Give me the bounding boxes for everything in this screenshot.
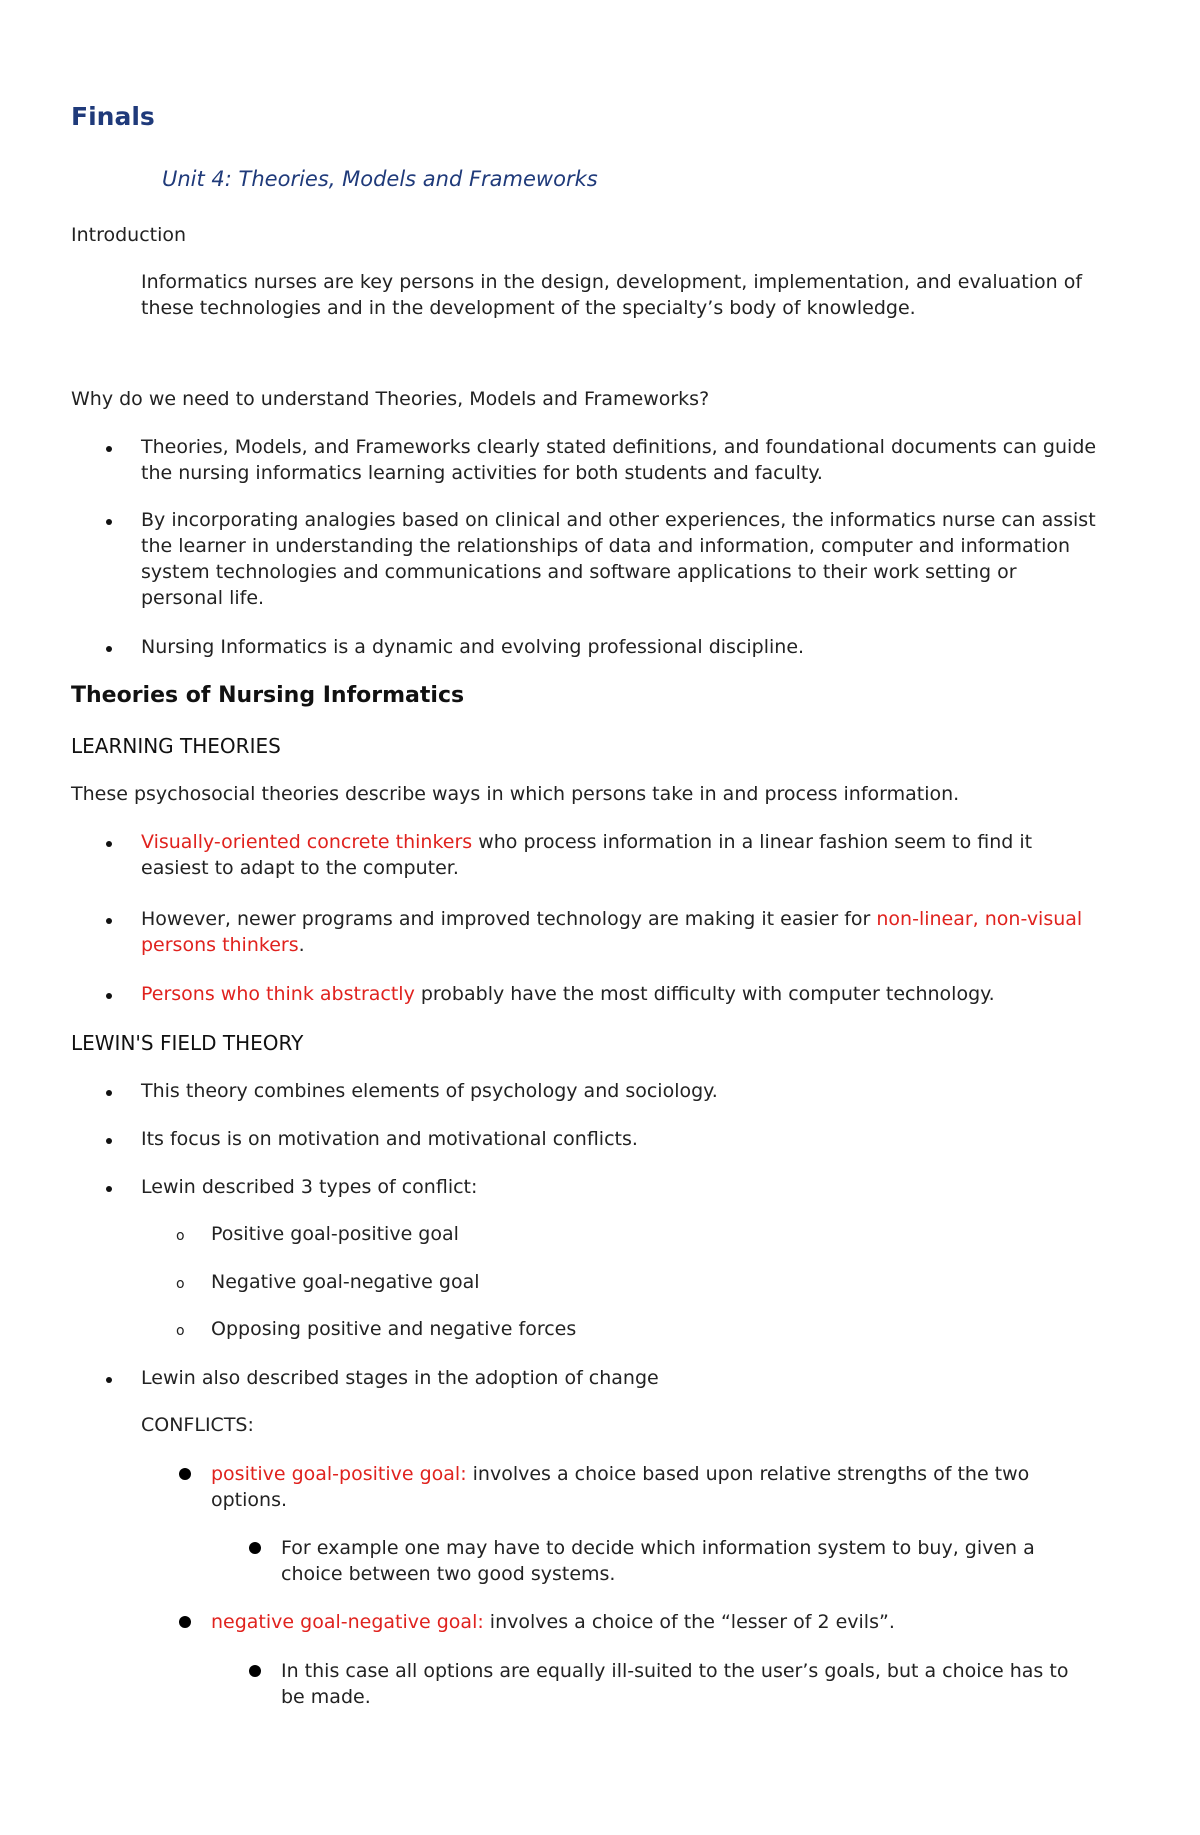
- circle-bullet-icon: o: [176, 1228, 185, 1244]
- conflict-type-2: Negative goal-negative goal: [211, 1271, 480, 1293]
- conflict-2-example-line-2: be made.: [281, 1686, 371, 1708]
- conflict-type-3: Opposing positive and negative forces: [211, 1318, 577, 1340]
- page-title: Finals: [71, 102, 155, 131]
- lewin-item-3: Lewin described 3 types of conflict:: [141, 1176, 478, 1198]
- why-item-1-line-1: Theories, Models, and Frameworks clearly stated definitions, and foundational documents can guide: [141, 436, 1097, 458]
- conflict-1-example-line-1: For example one may have to decide which information system to buy, given a: [281, 1537, 1035, 1559]
- conflict-type-1: Positive goal-positive goal: [211, 1223, 459, 1245]
- conflict-2-example-line-1: In this case all options are equally ill-suited to the user’s goals, but a choice has to: [281, 1660, 1069, 1682]
- circle-bullet-icon: o: [176, 1323, 185, 1339]
- conflicts-label: CONFLICTS:: [141, 1414, 254, 1436]
- highlight-text: Persons who think abstractly: [141, 983, 415, 1005]
- highlight-text: positive goal-positive goal:: [211, 1463, 467, 1485]
- why-item-2-line-4: personal life.: [141, 587, 265, 609]
- learning-theories-heading: LEARNING THEORIES: [71, 734, 281, 758]
- intro-line-1: Informatics nurses are key persons in the design, development, implementation, and evaluation of: [141, 271, 1083, 293]
- bullet-icon: [106, 1090, 112, 1096]
- highlight-text: negative goal-negative goal:: [211, 1611, 484, 1633]
- bullet-icon: [106, 1138, 112, 1144]
- learning-item-3: Persons who think abstractly probably have the most difficulty with computer technology.: [141, 983, 995, 1005]
- learning-theories-intro: These psychosocial theories describe ways in which persons take in and process information.: [71, 783, 960, 805]
- why-item-2-line-1: By incorporating analogies based on clinical and other experiences, the informatics nurse can assist: [141, 509, 1096, 531]
- bullet-icon: [179, 1468, 191, 1480]
- why-item-2-line-2: the learner in understanding the relationships of data and information, computer and information: [141, 535, 1071, 557]
- lewin-item-2: Its focus is on motivation and motivational conflicts.: [141, 1128, 638, 1150]
- highlight-text: Visually-oriented concrete thinkers: [141, 831, 473, 853]
- lewin-heading: LEWIN'S FIELD THEORY: [71, 1031, 304, 1055]
- learning-item-1-line-2: easiest to adapt to the computer.: [141, 857, 459, 879]
- why-item-1-line-2: the nursing informatics learning activities for both students and faculty.: [141, 462, 823, 484]
- bullet-icon: [106, 646, 112, 652]
- bullet-icon: [106, 519, 112, 525]
- bullet-icon: [249, 1542, 261, 1554]
- learning-item-1-line-1: Visually-oriented concrete thinkers who process information in a linear fashion seem to find it: [141, 831, 1033, 853]
- bullet-icon: [106, 446, 112, 452]
- highlight-text: persons thinkers: [141, 934, 299, 956]
- bullet-icon: [106, 918, 112, 924]
- bullet-icon: [249, 1665, 261, 1677]
- unit-heading: Unit 4: Theories, Models and Frameworks: [162, 167, 598, 191]
- conflict-2-line-1: negative goal-negative goal: involves a choice of the “lesser of 2 evils”.: [211, 1611, 895, 1633]
- bullet-icon: [106, 993, 112, 999]
- section-heading-theories: Theories of Nursing Informatics: [71, 683, 465, 708]
- intro-line-2: these technologies and in the development of the specialty’s body of knowledge.: [141, 297, 916, 319]
- learning-item-2-line-2: persons thinkers.: [141, 934, 305, 956]
- conflict-1-line-1: positive goal-positive goal: involves a choice based upon relative strengths of the two: [211, 1463, 1030, 1485]
- why-item-2-line-3: system technologies and communications and software applications to their work setting or: [141, 561, 1017, 583]
- conflict-1-line-2: options.: [211, 1489, 288, 1511]
- learning-item-2-line-1: However, newer programs and improved technology are making it easier for non-linear, non-visual: [141, 908, 1083, 930]
- bullet-icon: [106, 1186, 112, 1192]
- lewin-item-1: This theory combines elements of psychology and sociology.: [141, 1080, 718, 1102]
- bullet-icon: [106, 1377, 112, 1383]
- intro-label: Introduction: [71, 224, 187, 246]
- highlight-text: non-linear, non-visual: [876, 908, 1083, 930]
- circle-bullet-icon: o: [176, 1276, 185, 1292]
- why-question: Why do we need to understand Theories, Models and Frameworks?: [71, 388, 710, 410]
- bullet-icon: [106, 841, 112, 847]
- lewin-item-4: Lewin also described stages in the adoption of change: [141, 1367, 659, 1389]
- conflict-1-example-line-2: choice between two good systems.: [281, 1563, 616, 1585]
- bullet-icon: [179, 1616, 191, 1628]
- why-item-3-line-1: Nursing Informatics is a dynamic and evolving professional discipline.: [141, 636, 805, 658]
